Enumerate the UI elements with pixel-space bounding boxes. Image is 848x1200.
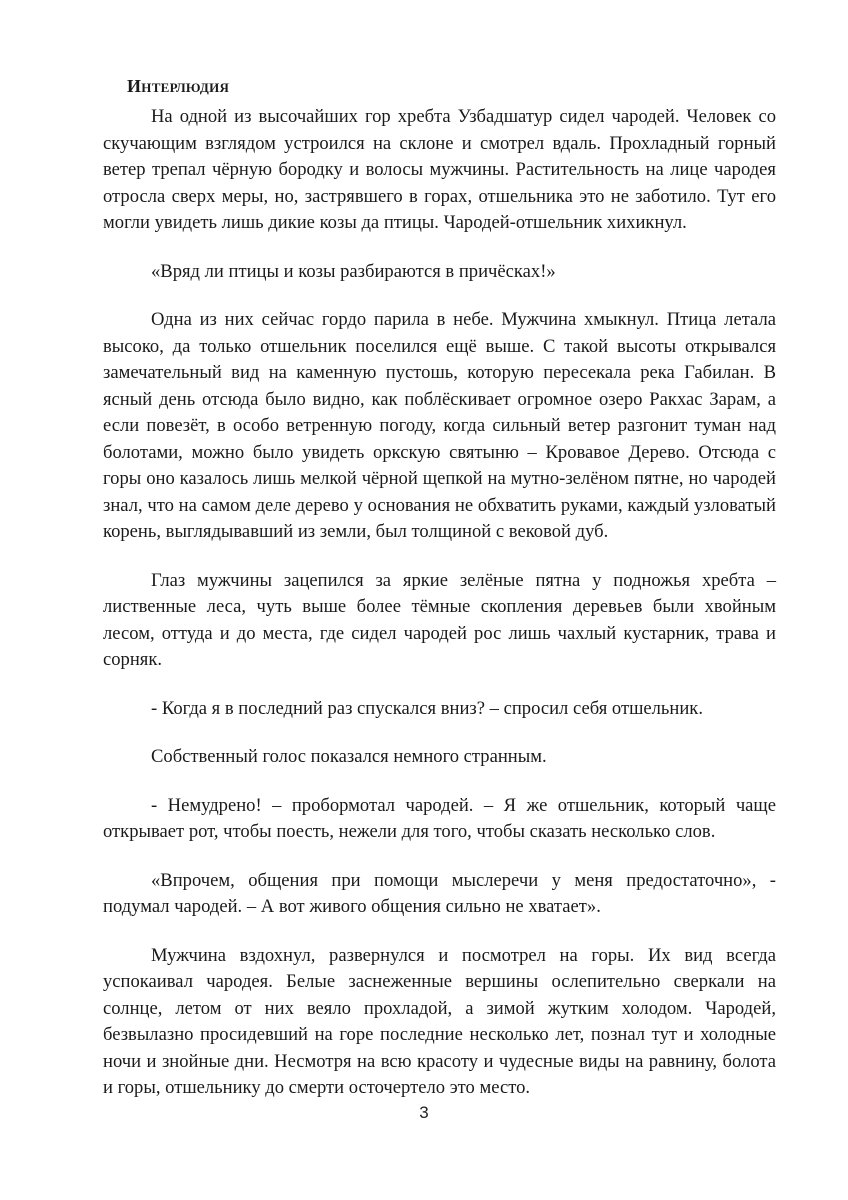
paragraph: «Вряд ли птицы и козы разбираются в причёсках!» (151, 260, 556, 282)
paragraph: На одной из высочайших гор хребта Узбадшатур сидел чародей. Человек со скучающим взглядом устроился на склоне и смотрел вдаль. Прохладный горный ветер трепал чёрную бородку и волосы мужчины. Растительность на лице чародея отросла сверх меры, но, застрявшего в горах, отшельника это не заботило. Тут его могли увидеть лишь дикие козы да птицы. Чародей-отшельник хихикнул. (103, 106, 776, 233)
paragraph: Собственный голос показался немного странным. (151, 746, 547, 767)
paragraph: «Впрочем, общения при помощи мыслеречи у меня предостаточно», - подумал чародей. – А вот живого общения сильно не хватает». (103, 869, 776, 917)
paragraph: Глаз мужчины зацепился за яркие зелёные пятна у подножья хребта – лиственные леса, чуть выше более тёмные скопления деревьев были хвойным лесом, оттуда и до места, где сидел чародей рос лишь чахлый кустарник, трава и сорняк. (103, 569, 776, 670)
paragraph: - Когда я в последний раз спускался вниз? – спросил себя отшельник. (151, 697, 703, 719)
page-number: 3 (419, 1103, 429, 1122)
chapter-heading: Интерлюдия (127, 76, 230, 96)
document-page (103, 74, 776, 1124)
paragraph: Одна из них сейчас гордо парила в небе. Мужчина хмыкнул. Птица летала высоко, да только отшельник поселился ещё выше. С такой высоты открывался замечательный вид на каменную пустошь, которую пересекала река Габилан. В ясный день отсюда было видно, как поблёскивает огромное озеро Ракхас Зарам, а если повезёт, в особо ветренную погоду, когда сильный ветер разгонит туман над болотами, можно было увидеть оркскую святыню – Кровавое Дерево. Отсюда с горы оно казалось лишь мелкой чёрной щепкой на мутно-зелёном пятне, но чародей знал, что на самом деле дерево у основания не обхватить руками, каждый узловатый корень, выглядывавший из земли, был толщиной с вековой дуб. (103, 309, 776, 542)
paragraph: - Немудрено! – пробормотал чародей. – Я же отшельник, который чаще открывает рот, чтобы поесть, нежели для того, чтобы сказать несколько слов. (103, 794, 776, 842)
paragraph: Мужчина вздохнул, развернулся и посмотрел на горы. Их вид всегда успокаивал чародея. Белые заснеженные вершины ослепительно сверкали на солнце, летом от них веяло прохладой, а зимой жутким холодом. Чародей, безвылазно просидевший на горе последние несколько лет, познал тут и холодные ночи и знойные дни. Несмотря на всю красоту и чудесные виды на равнину, болота и горы, отшельнику до смерти осточертело это место. (103, 944, 776, 1098)
